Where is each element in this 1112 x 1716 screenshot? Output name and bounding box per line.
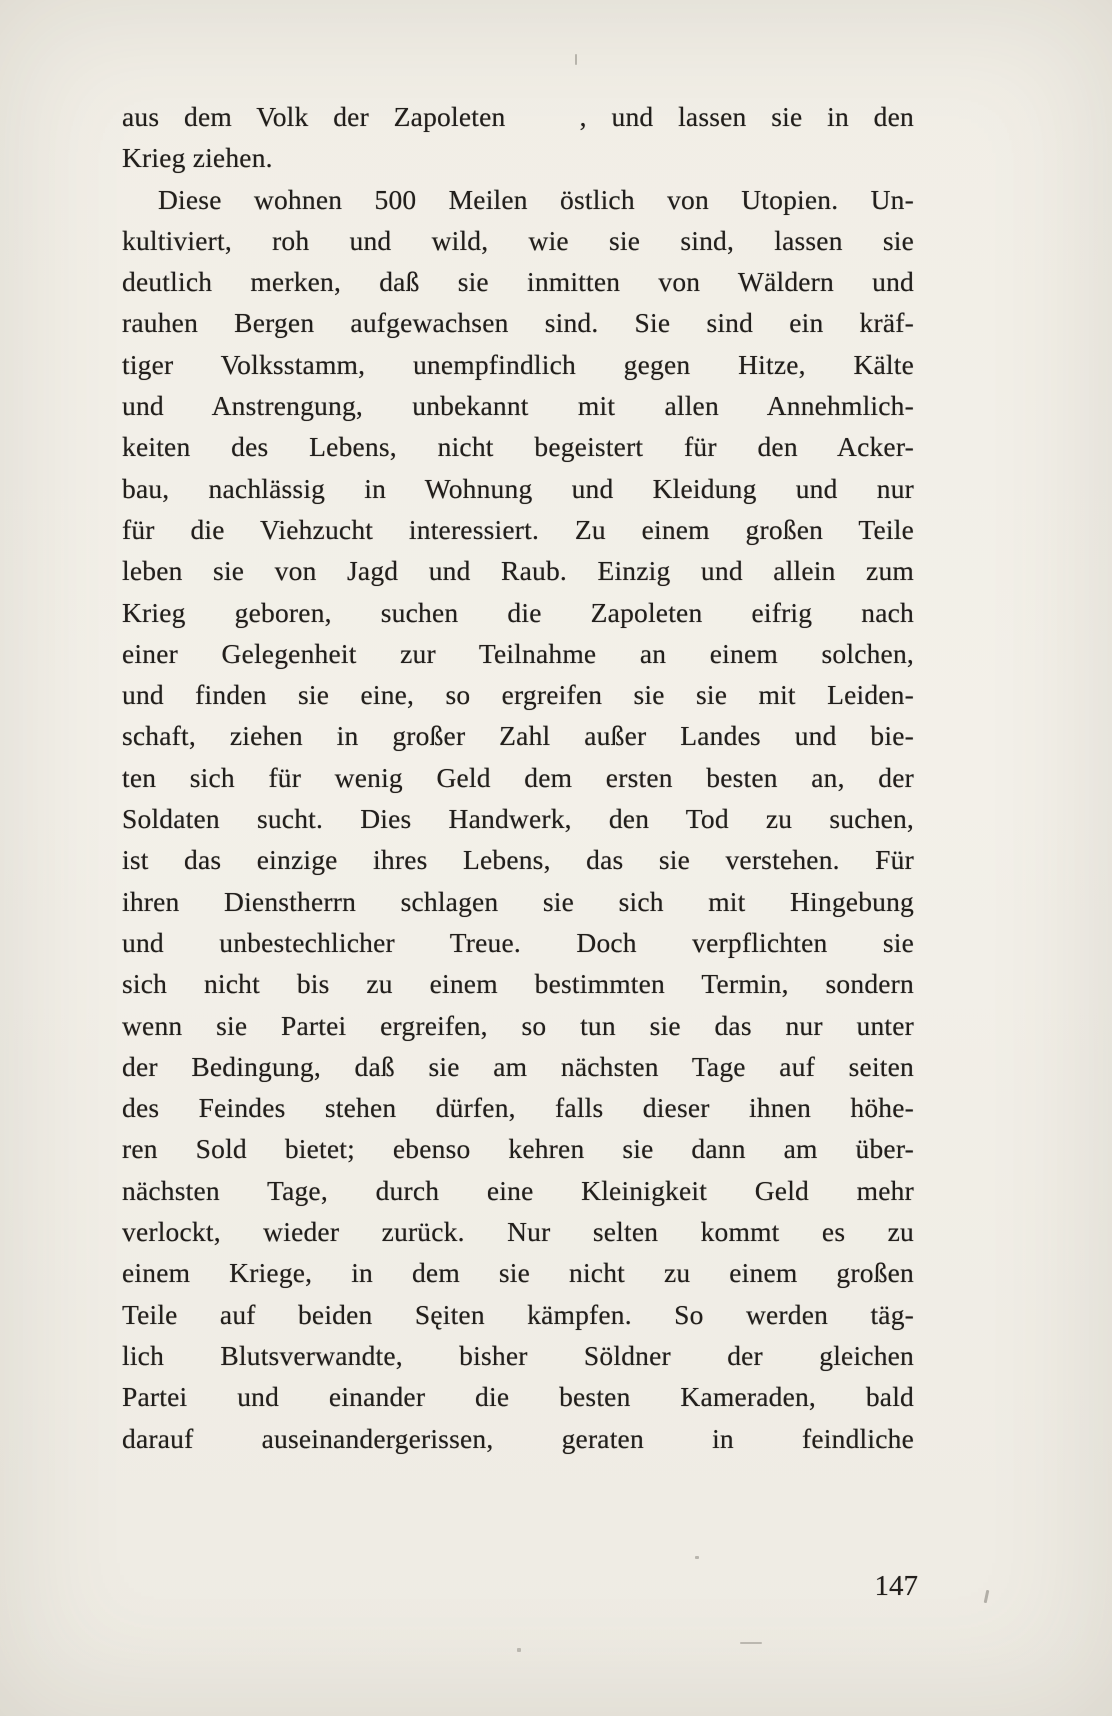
scan-speck [695,1556,699,1559]
text-line: schaft, ziehen in großer Zahl außer Landes und bie- [122,720,914,752]
text-line: ren Sold bietet; ebenso kehren sie dann am über- [122,1133,914,1165]
text-line: tiger Volksstamm, unempfindlich gegen Hitze, Kälte [122,348,914,380]
scan-speck [517,1648,521,1652]
text-line: rauhen Bergen aufgewachsen sind. Sie sind ein kräf- [122,307,914,339]
text-line: ten sich für wenig Geld dem ersten besten an, der [122,761,914,793]
text-line: lich Blutsverwandte, bisher Söldner der gleichen [122,1339,914,1371]
text-line: wenn sie Partei ergreifen, so tun sie das nur unter [122,1009,914,1041]
text-line: darauf auseinandergerissen, geraten in feindliche [122,1422,914,1454]
text-line: Partei und einander die besten Kameraden, bald [122,1381,914,1413]
text-line: Krieg ziehen. [122,142,273,174]
text-line: Krieg geboren, suchen die Zapoleten eifrig nach [122,596,914,628]
scan-speck [984,1590,990,1603]
text-line: aus dem Volk der Zapoleten , und lassen sie in den [122,101,914,132]
text-line: einem Kriege, in dem sie nicht zu einem großen [122,1257,914,1289]
text-line: und Anstrengung, unbekannt mit allen Annehmlich- [122,390,914,422]
text-line: keiten des Lebens, nicht begeistert für den Acker- [122,431,914,463]
text-line: deutlich merken, daß sie inmitten von Wäldern und [122,266,914,298]
text-line: verlockt, wieder zurück. Nur selten kommt es zu [122,1216,914,1248]
text-line: und finden sie eine, so ergreifen sie sie mit Leiden- [122,679,914,711]
page-number: 147 [874,1570,918,1602]
text-line: bau, nachlässig in Wohnung und Kleidung und nur [122,472,914,504]
text-line: Teile auf beiden Sęiten kämpfen. So werden täg- [122,1298,914,1330]
body-text [122,96,914,1459]
text-line: des Feindes stehen dürfen, falls dieser ihnen höhe- [122,1092,914,1124]
text-line: der Bedingung, daß sie am nächsten Tage auf seiten [122,1050,914,1082]
scan-speck [740,1642,762,1644]
text-line: kultiviert, roh und wild, wie sie sind, lassen sie [122,224,914,256]
text-line: ihren Dienstherrn schlagen sie sich mit Hingebung [122,885,914,917]
text-line: Diese wohnen 500 Meilen östlich von Utopien. Un- [158,183,914,215]
text-line: leben sie von Jagd und Raub. Einzig und allein zum [122,555,914,587]
text-line: und unbestechlicher Treue. Doch verpflichten sie [122,926,914,958]
text-line: Soldaten sucht. Dies Handwerk, den Tod zu suchen, [122,803,914,835]
scan-speck [575,54,577,65]
text-line: ist das einzige ihres Lebens, das sie verstehen. Für [122,844,914,876]
text-line: für die Viehzucht interessiert. Zu einem großen Teile [122,513,914,545]
text-line: einer Gelegenheit zur Teilnahme an einem solchen, [122,637,914,669]
text-line: nächsten Tage, durch eine Kleinigkeit Geld mehr [122,1174,914,1206]
text-line: sich nicht bis zu einem bestimmten Termin, sondern [122,968,914,1000]
